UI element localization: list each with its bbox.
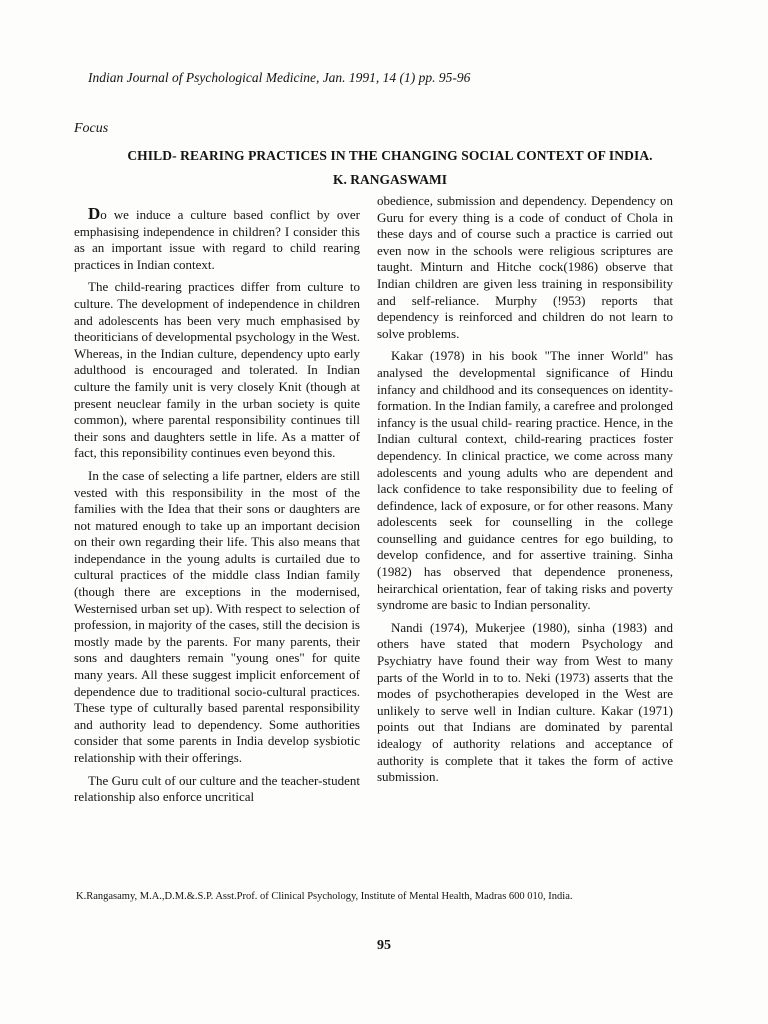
article-title: CHILD- REARING PRACTICES IN THE CHANGING SOCIAL CONTEXT OF INDIA.: [127, 148, 653, 163]
drop-cap: D: [88, 204, 101, 223]
paragraph: The Guru cult of our culture and the teacher-student relationship also enforce uncritical: [74, 772, 360, 805]
paragraph-text: o we induce a culture based conflict by over emphasising independence in children? I consider this as an important issue with regard to child rearing practices in Indian context.: [74, 207, 360, 272]
paragraph: [74, 206, 360, 273]
paragraph: Nandi (1974), Mukerjee (1980), sinha (1983) and others have stated that modern Psychology and Psychiatry have found their way from West to many parts of the World in to to. Neki (1973) asserts that the modes of psychotherapies developed in the West are unlikely to serve well in Indian culture. Kakar (1971) points out that Indians are dominated by parental idealogy of authority relations and acceptance of authority is complete that it takes the form of active submission.: [377, 619, 673, 785]
left-column: [74, 206, 360, 812]
paragraph: obedience, submission and dependency. Dependency on Guru for every thing is a code of conduct of Chola in these days and of course such a practice is carried out even now in the schools were religious scriptures are taught. Minturn and Hitche cock(1986) observe that Indian children are given less training in responsibility and self-reliance. Murphy (!953) reports that dependency is reinforced and children do not learn to solve problems.: [377, 193, 673, 341]
journal-citation: Indian Journal of Psychological Medicine, Jan. 1991, 14 (1) pp. 95-96: [88, 70, 471, 85]
page-number: 95: [377, 938, 391, 953]
paragraph: The child-rearing practices differ from culture to culture. The development of independence in children and adolescents has been very much emphasised by theoriticians of developmental psychology in the West. Whereas, in the Indian culture, dependency upto early adulthood is encouraged and tolerated. In Indian culture the family unit is very closely Knit (though at present neuclear family in the urban society is quite common), where parental responsibility continues till their sons and daughters settle in life. As a matter of fact, this reponsibility continues even beyond this.: [74, 279, 360, 461]
article-author: K. RANGASWAMI: [332, 172, 447, 187]
author-footnote: K.Rangasamy, M.A.,D.M.&.S.P. Asst.Prof. of Clinical Psychology, Institute of Mental Health, Madras 600 010, India.: [76, 891, 573, 902]
paragraph: Kakar (1978) in his book "The inner World" has analysed the developmental significance of Hindu infancy and childhood and its consequences on identity-formation. In the Indian family, a carefree and prolonged infancy is the usual child- rearing practice. Hence, in the Indian cultural context, child-rearing practices foster dependency. In clinical practice, we come across many adolescents and young adults who are dependent and lack confidence to take responsibility due to feeling of defindence, lack of exposure, or for other reasons. Many adolescents seek for counselling in the college counselling and guidance centres for ego building, to develop confidence, and for assertive training. Sinha (1982) has observed that dependence proneness, heirarchical orientation, fear of taking risks and poverty syndrome are basic to Indian personality.: [377, 348, 673, 613]
paragraph: In the case of selecting a life partner, elders are still vested with this responsibility in the most of the families with the Idea that their sons or daughters are not matured enough to take up an important decision on their own regarding their life. This also means that independance in the young adults is curtailed due to cultural practices of the middle class Indian family (though there are exceptions in the modernised, Westernised urban set up). With respect to selection of profession, in majority of the cases, still the decision is mostly made by the parents. For many parents, their sons and daughters remain "young ones" for quite many years. All these suggest implicit enforcement of dependence due to traditional socio-cultural practices. These type of culturally based parental responsibility and authority lead to dependency. Some authorities consider that some parents in India develop sysbiotic relationship with their offerings.: [74, 467, 360, 765]
right-column: [377, 193, 673, 792]
section-label: Focus: [74, 121, 109, 136]
